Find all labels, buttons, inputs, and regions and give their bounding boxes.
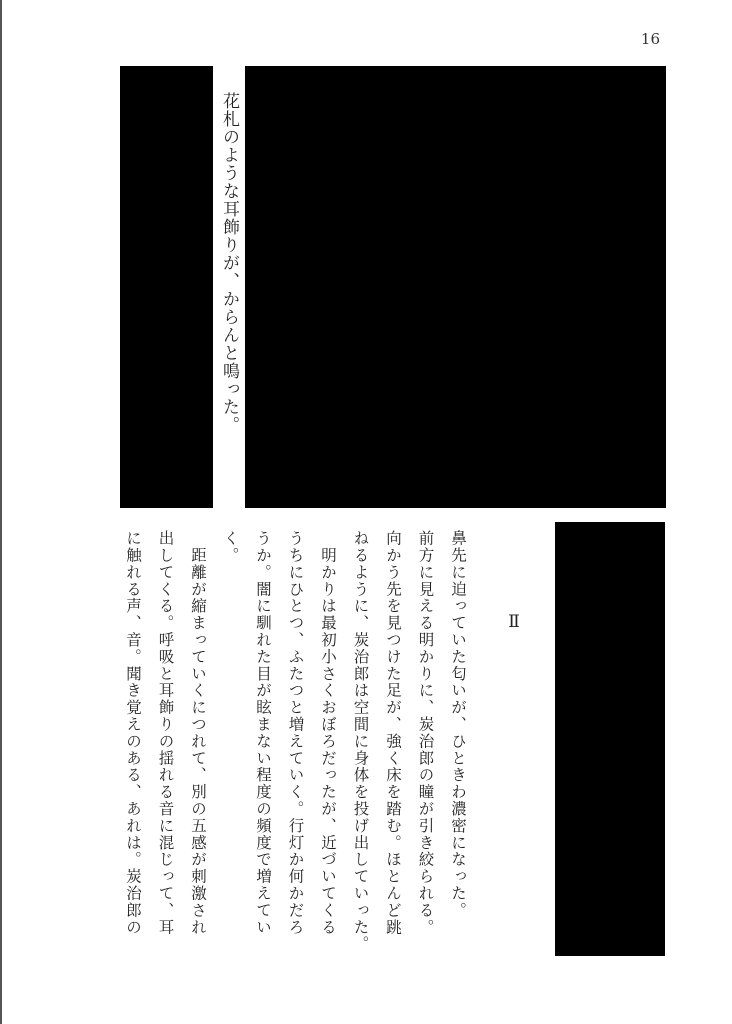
body-text bbox=[118, 530, 474, 960]
redacted-block-main bbox=[245, 66, 666, 508]
redacted-block-right bbox=[555, 522, 665, 956]
body-line: く。 bbox=[221, 530, 240, 564]
body-line: ねるように、炭治郎は空間に身体を投げ出していった。 bbox=[351, 530, 370, 953]
redacted-block-left bbox=[120, 66, 213, 508]
vertical-caption: 花札のような耳飾りが、からんと鳴った。 bbox=[219, 92, 239, 434]
body-line: 鼻先に迫っていた匂いが、ひときわ濃密になった。 bbox=[449, 530, 467, 919]
body-line: 向かう先を見つけた足が、強く床を踏む。ほとんど跳 bbox=[384, 530, 402, 936]
body-line: うか。闇に馴れた目が眩まない程度の頻度で増えてい bbox=[254, 530, 272, 936]
body-line: 距離が縮まっていくにつれて、別の五感が刺激され bbox=[189, 530, 207, 936]
body-line: 明かりは最初小さくおぼろだったが、近づいてくる bbox=[319, 530, 337, 936]
body-line: うちにひとつ、ふたつと増えていく。行灯か何かだろ bbox=[286, 530, 305, 936]
body-line: 前方に見える明かりに、炭治郎の瞳が引き絞られる。 bbox=[416, 530, 435, 936]
chapter-heading: Ⅱ bbox=[504, 612, 524, 632]
page-number: 16 bbox=[640, 30, 660, 48]
page-edge bbox=[0, 0, 2, 1024]
body-line: 出してくる。呼吸と耳飾りの揺れる音に混じって、耳 bbox=[156, 530, 175, 936]
body-line: に触れる声、音。聞き覚えのある、あれは。炭治郎の bbox=[124, 530, 142, 936]
